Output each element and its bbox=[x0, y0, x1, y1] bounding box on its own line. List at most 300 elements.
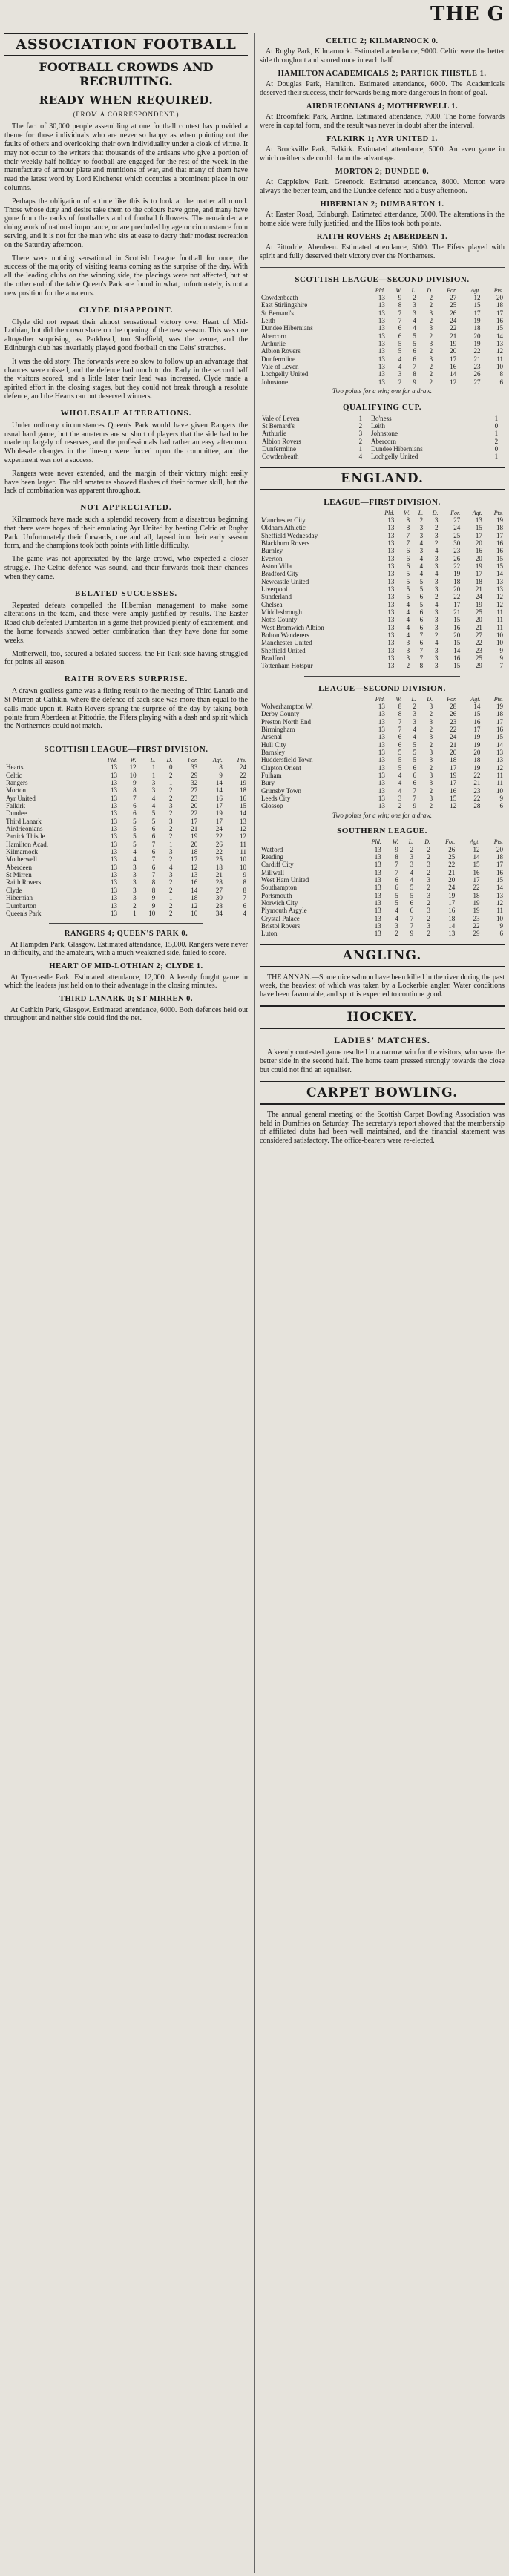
table-cell: 11 bbox=[496, 907, 503, 915]
table-cell: 3 bbox=[429, 309, 433, 317]
table-cell: 15 bbox=[496, 875, 503, 884]
table-row bbox=[4, 802, 248, 809]
column-header: L. bbox=[408, 838, 414, 846]
table-cell: 13 bbox=[496, 749, 503, 756]
match-results bbox=[260, 37, 505, 261]
league-table-english-second bbox=[260, 696, 505, 810]
table-cell: 8 bbox=[151, 886, 156, 894]
table-cell: 6 bbox=[419, 639, 424, 647]
team-name: Ayr United bbox=[6, 794, 36, 802]
table-row bbox=[4, 825, 248, 832]
home-team: Albion Rovers bbox=[262, 437, 301, 445]
team-name: Reading bbox=[261, 852, 283, 861]
column-header: Pld. bbox=[375, 695, 385, 703]
table-cell: 19 bbox=[473, 733, 481, 741]
table-cell: 3 bbox=[435, 577, 439, 585]
table-cell: 13 bbox=[110, 863, 117, 871]
table-cell: 13 bbox=[374, 852, 381, 861]
table-cell: 6 bbox=[133, 809, 137, 818]
table-cell: 13 bbox=[378, 370, 385, 378]
table-row bbox=[4, 818, 248, 825]
table-cell: 21 bbox=[475, 623, 482, 631]
table-cell: 33 bbox=[191, 763, 198, 772]
table-cell: 3 bbox=[151, 786, 156, 795]
league-table-title: SOUTHERN LEAGUE. bbox=[337, 827, 427, 836]
table-cell: 12 bbox=[496, 763, 503, 772]
table-cell: 27 bbox=[191, 786, 198, 795]
table-cell: 4 bbox=[151, 802, 156, 810]
table-cell: 5 bbox=[406, 570, 410, 578]
table-cell: 3 bbox=[427, 891, 430, 899]
table-cell: 9 bbox=[151, 894, 156, 902]
table-cell: 9 bbox=[499, 654, 503, 663]
table-cell: 21 bbox=[215, 871, 223, 879]
table-cell: 2 bbox=[427, 852, 430, 861]
table-cell: 22 bbox=[453, 593, 461, 601]
result-report: At Cathkin Park, Glasgow. Estimated attendance, 6000. Both defences held out throughout and neither side could find the net. bbox=[4, 1005, 248, 1023]
team-name: Liverpool bbox=[261, 585, 288, 593]
table-cell: 4 bbox=[419, 570, 424, 578]
table-cell: 18 bbox=[475, 577, 482, 585]
table-cell: 13 bbox=[387, 562, 395, 570]
table-cell: 11 bbox=[496, 779, 503, 787]
table-cell: 16 bbox=[475, 547, 482, 555]
table-cell: 24 bbox=[450, 733, 457, 741]
team-name: Millwall bbox=[261, 868, 284, 876]
table-cell: 13 bbox=[374, 914, 381, 922]
table-cell: 12 bbox=[450, 802, 457, 810]
away-score: 0 bbox=[494, 445, 499, 453]
column-header: Pts. bbox=[493, 838, 503, 846]
table-cell: 13 bbox=[110, 871, 117, 879]
table-cell: 19 bbox=[191, 832, 198, 841]
team-name: Burnley bbox=[261, 547, 283, 555]
table-cell: 13 bbox=[387, 585, 395, 593]
table-cell: 12 bbox=[129, 763, 137, 772]
table-cell: 2 bbox=[427, 845, 430, 853]
table-cell: 15 bbox=[475, 524, 482, 532]
table-cell: 3 bbox=[398, 370, 402, 378]
table-cell: 23 bbox=[473, 914, 480, 922]
table-cell: 18 bbox=[496, 710, 503, 718]
table-cell: 7 bbox=[406, 539, 410, 547]
table-cell: 24 bbox=[240, 763, 246, 772]
table-row bbox=[260, 853, 505, 861]
table-cell: 6 bbox=[413, 763, 416, 772]
table-cell: 5 bbox=[398, 340, 402, 347]
table-cell: 19 bbox=[473, 907, 480, 915]
table-row bbox=[4, 871, 248, 878]
table-cell: 15 bbox=[496, 324, 503, 332]
table-cell: 24 bbox=[448, 884, 456, 892]
table-cell: 11 bbox=[496, 608, 503, 617]
table-cell: 12 bbox=[191, 901, 198, 910]
table-cell: 3 bbox=[429, 795, 433, 803]
article-sections bbox=[4, 306, 248, 732]
table-cell: 5 bbox=[413, 756, 416, 764]
table-row bbox=[260, 749, 505, 756]
table-cell: 6 bbox=[413, 779, 416, 787]
table-cell: 18 bbox=[496, 301, 503, 309]
team-name: Manchester City bbox=[261, 516, 306, 524]
table-cell: 30 bbox=[215, 894, 223, 902]
table-cell: 20 bbox=[475, 554, 482, 562]
home-score: 2 bbox=[358, 437, 363, 445]
table-cell: 19 bbox=[475, 600, 482, 608]
result-report: At Tynecastle Park. Estimated attendance, 12,000. A keenly fought game in which the leaders just held on to their advantage in the closing minutes. bbox=[4, 973, 248, 990]
team-name: Dunfermline bbox=[261, 355, 295, 363]
table-cell: 3 bbox=[133, 863, 137, 871]
table-cell: 19 bbox=[473, 763, 481, 772]
table-cell: 25 bbox=[475, 608, 482, 617]
table-cell: 9 bbox=[151, 901, 156, 910]
table-row bbox=[260, 846, 505, 853]
table-cell: 5 bbox=[133, 825, 137, 833]
table-cell: 15 bbox=[240, 802, 246, 810]
table-cell: 13 bbox=[240, 817, 246, 825]
table-cell: 13 bbox=[378, 378, 385, 386]
table-cell: 20 bbox=[475, 539, 482, 547]
table-cell: 2 bbox=[435, 539, 439, 547]
table-cell: 13 bbox=[387, 593, 395, 601]
table-row bbox=[260, 876, 505, 884]
table-cell: 7 bbox=[410, 914, 414, 922]
column-header: D. bbox=[424, 838, 430, 846]
table-cell: 14 bbox=[496, 570, 503, 578]
table-row bbox=[260, 547, 505, 554]
table-cell: 13 bbox=[387, 631, 395, 640]
away-score: 0 bbox=[494, 421, 499, 430]
table-cell: 13 bbox=[378, 316, 385, 324]
table-cell: 3 bbox=[410, 861, 414, 869]
article-headline: FOOTBALL CROWDS AND RECRUITING. bbox=[39, 60, 214, 88]
table-cell: 14 bbox=[496, 884, 503, 892]
home-score: 4 bbox=[358, 453, 363, 461]
table-cell: 15 bbox=[496, 562, 503, 570]
table-row bbox=[260, 340, 505, 347]
team-name: Morton bbox=[6, 786, 26, 795]
table-cell: 7 bbox=[406, 531, 410, 539]
table-cell: 13 bbox=[387, 608, 395, 617]
table-cell: 2 bbox=[427, 914, 430, 922]
table-row bbox=[260, 787, 505, 795]
table-cell: 22 bbox=[240, 771, 246, 779]
team-name: Sunderland bbox=[261, 593, 292, 601]
column-header: Pld. bbox=[384, 509, 395, 516]
table-cell: 13 bbox=[110, 786, 117, 795]
table-cell: 5 bbox=[413, 340, 416, 347]
table-cell: 6 bbox=[419, 616, 424, 624]
table-cell: 4 bbox=[435, 600, 439, 608]
paragraph: It was the old story. The forwards were so slow to follow up an advantage that chances were missed, and the defence had much to do. Early in the second half the visitors scored, and a little later their lead was increased. Clyde made a spirited effort in the closing stages, but they could not break through a resolute defence, and the Hearts ran out deserved winners. bbox=[4, 357, 248, 401]
table-cell: 7 bbox=[398, 717, 402, 726]
team-name: Bury bbox=[261, 779, 275, 787]
league-table-title: LEAGUE—SECOND DIVISION. bbox=[318, 683, 446, 693]
team-name: Queen's Park bbox=[6, 909, 42, 917]
column-header bbox=[260, 838, 358, 845]
table-cell: 18 bbox=[496, 524, 503, 532]
table-cell: 7 bbox=[413, 795, 416, 803]
table-cell: 10 bbox=[191, 909, 198, 917]
table-cell: 2 bbox=[395, 930, 398, 938]
table-cell: 4 bbox=[398, 779, 402, 787]
table-cell: 4 bbox=[406, 616, 410, 624]
table-row bbox=[260, 899, 505, 907]
team-name: St Bernard's bbox=[261, 309, 294, 317]
table-row bbox=[260, 756, 505, 763]
table-cell: 13 bbox=[387, 570, 395, 578]
table-row bbox=[260, 703, 505, 710]
table-cell: 3 bbox=[435, 516, 439, 524]
table-cell: 17 bbox=[496, 531, 503, 539]
table-cell: 18 bbox=[473, 891, 480, 899]
table-cell: 22 bbox=[215, 848, 223, 856]
table-cell: 3 bbox=[413, 301, 416, 309]
table-row bbox=[260, 317, 505, 324]
table-cell: 17 bbox=[215, 802, 223, 810]
team-name: Barnsley bbox=[261, 749, 285, 756]
team-name: Dundee Hibernians bbox=[261, 324, 313, 332]
table-cell: 13 bbox=[378, 740, 385, 749]
table-cell: 20 bbox=[450, 749, 457, 756]
table-row bbox=[260, 764, 505, 772]
table-cell: 15 bbox=[473, 301, 481, 309]
table-row bbox=[260, 363, 505, 370]
table-cell: 16 bbox=[496, 725, 503, 733]
table-row bbox=[4, 809, 248, 817]
table-cell: 5 bbox=[419, 600, 424, 608]
paragraph: There were nothing sensational in Scottish League football for once, the success of the majority of visiting teams coming as the surprise of the day. With all the leading clubs on the winning side, the placings were not affected, but at the other end of the table Queen's Park are found in what, unfortunately, is not a new position for the amateurs. bbox=[4, 254, 248, 298]
table-row bbox=[260, 647, 505, 654]
table-cell: 6 bbox=[398, 332, 402, 340]
table-cell: 17 bbox=[475, 570, 482, 578]
table-cell: 3 bbox=[429, 355, 433, 363]
table-cell: 14 bbox=[453, 646, 461, 654]
table-cell: 9 bbox=[499, 795, 503, 803]
table-cell: 16 bbox=[215, 794, 223, 802]
table-cell: 5 bbox=[151, 809, 156, 818]
table-cell: 22 bbox=[473, 884, 480, 892]
table-header-row bbox=[260, 696, 505, 703]
table-cell: 5 bbox=[410, 891, 414, 899]
table-cell: 18 bbox=[453, 577, 461, 585]
table-cell: 4 bbox=[413, 725, 416, 733]
table-cell: 24 bbox=[453, 524, 461, 532]
table-cell: 12 bbox=[473, 845, 480, 853]
column-header: For. bbox=[450, 509, 461, 516]
table-row bbox=[260, 555, 505, 562]
table-cell: 21 bbox=[473, 779, 481, 787]
table-cell: 12 bbox=[450, 378, 457, 386]
table-cell: 2 bbox=[410, 845, 414, 853]
table-cell: 4 bbox=[410, 875, 414, 884]
team-name: West Bromwich Albion bbox=[261, 623, 324, 631]
table-cell: 23 bbox=[453, 547, 461, 555]
away-team: Leith bbox=[370, 421, 385, 430]
home-score: 3 bbox=[358, 430, 363, 438]
column-header: Pts. bbox=[237, 757, 246, 764]
table-cell: 2 bbox=[435, 631, 439, 640]
table-cell: 4 bbox=[395, 914, 398, 922]
table-cell: 13 bbox=[191, 871, 198, 879]
table-cell: 3 bbox=[435, 646, 439, 654]
league-table-title: SCOTTISH LEAGUE—FIRST DIVISION. bbox=[44, 745, 208, 755]
table-cell: 5 bbox=[133, 817, 137, 825]
table-cell: 3 bbox=[168, 817, 173, 825]
fixture-row bbox=[260, 422, 505, 430]
table-cell: 4 bbox=[413, 733, 416, 741]
column-header: For. bbox=[447, 695, 457, 703]
table-cell: 13 bbox=[110, 878, 117, 887]
table-cell: 19 bbox=[453, 570, 461, 578]
table-row bbox=[260, 922, 505, 930]
table-cell: 17 bbox=[496, 309, 503, 317]
table-cell: 20 bbox=[496, 845, 503, 853]
table-cell: 13 bbox=[387, 600, 395, 608]
table-cell: 13 bbox=[378, 710, 385, 718]
team-name: Birmingham bbox=[261, 725, 295, 733]
table-cell: 3 bbox=[435, 608, 439, 617]
table-cell: 3 bbox=[427, 875, 430, 884]
table-cell: 3 bbox=[435, 654, 439, 663]
table-cell: 18 bbox=[191, 848, 198, 856]
table-row bbox=[4, 841, 248, 848]
table-cell: 6 bbox=[151, 848, 156, 856]
table-cell: 13 bbox=[387, 539, 395, 547]
table-cell: 6 bbox=[419, 608, 424, 617]
table-row bbox=[260, 907, 505, 914]
table-cell: 5 bbox=[406, 577, 410, 585]
table-cell: 1 bbox=[133, 909, 137, 917]
column-header bbox=[260, 696, 363, 703]
table-cell: 13 bbox=[496, 891, 503, 899]
table-cell: 8 bbox=[133, 786, 137, 795]
table-cell: 16 bbox=[448, 907, 456, 915]
table-cell: 10 bbox=[240, 855, 246, 864]
table-cell: 16 bbox=[453, 623, 461, 631]
fixture-row bbox=[260, 438, 505, 445]
table-cell: 13 bbox=[496, 756, 503, 764]
column-header: L. bbox=[418, 509, 424, 516]
table-cell: 2 bbox=[429, 347, 433, 355]
table-cell: 10 bbox=[496, 363, 503, 371]
table-cell: 11 bbox=[496, 355, 503, 363]
table-cell: 7 bbox=[395, 861, 398, 869]
table-cell: 12 bbox=[191, 863, 198, 871]
table-cell: 13 bbox=[378, 756, 385, 764]
table-cell: 13 bbox=[110, 802, 117, 810]
column-header: W. bbox=[130, 757, 137, 764]
table-cell: 5 bbox=[395, 891, 398, 899]
table-cell: 2 bbox=[168, 886, 173, 894]
table-cell: 5 bbox=[151, 817, 156, 825]
table-cell: 13 bbox=[378, 763, 385, 772]
paragraph: Repeated defeats compelled the Hibernian management to make some alterations in the team, and these were amply justified by results. The Easter Road club defeated Dumbarton in a game that provided plenty of excitement, and the home forwards showed better combination than they have done for some weeks. bbox=[4, 601, 248, 645]
table-cell: 6 bbox=[406, 554, 410, 562]
table-cell: 22 bbox=[473, 795, 481, 803]
table-cell: 13 bbox=[378, 749, 385, 756]
table-cell: 15 bbox=[453, 616, 461, 624]
hockey-body: A keenly contested game resulted in a narrow win for the visitors, who were the better side in the second half. The home team pressed strongly towards the close but could not find an equaliser. bbox=[260, 1048, 505, 1074]
table-row bbox=[260, 795, 505, 802]
table-row bbox=[4, 902, 248, 910]
table-cell: 9 bbox=[499, 646, 503, 654]
table-cell: 16 bbox=[240, 794, 246, 802]
table-cell: 13 bbox=[110, 855, 117, 864]
table-cell: 13 bbox=[496, 585, 503, 593]
table-row bbox=[260, 884, 505, 891]
column-header: Pld. bbox=[107, 757, 117, 764]
section-heading: CLYDE DISAPPOINT. bbox=[79, 305, 174, 315]
table-cell: 13 bbox=[374, 921, 381, 930]
table-cell: 29 bbox=[475, 662, 482, 670]
table-cell: 8 bbox=[151, 878, 156, 887]
table-cell: 16 bbox=[450, 786, 457, 795]
team-name: St Mirren bbox=[6, 871, 32, 879]
table-header-row bbox=[260, 287, 505, 294]
team-name: Portsmouth bbox=[261, 891, 292, 899]
table-row bbox=[260, 639, 505, 646]
team-name: Bolton Wanderers bbox=[261, 631, 309, 640]
table-cell: 13 bbox=[387, 531, 395, 539]
masthead bbox=[0, 0, 509, 30]
table-cell: 18 bbox=[215, 863, 223, 871]
table-cell: 2 bbox=[427, 884, 430, 892]
result-heading: CELTIC 2; KILMARNOCK 0. bbox=[326, 37, 439, 45]
table-cell: 6 bbox=[398, 733, 402, 741]
table-cell: 7 bbox=[395, 868, 398, 876]
table-row bbox=[260, 578, 505, 585]
column-header: Agt. bbox=[472, 509, 482, 516]
paragraph: Rangers were never extended, and the margin of their victory might easily have been larger. The old amateurs showed flashes of their former skill, but the lack of combination was apparent throughout. bbox=[4, 469, 248, 496]
result-report: At Rugby Park, Kilmarnock. Estimated attendance, 9000. Celtic were the better side throughout and scored once in each half. bbox=[260, 47, 505, 65]
table-cell: 26 bbox=[473, 370, 481, 378]
away-score: 1 bbox=[494, 453, 499, 461]
table-cell: 26 bbox=[453, 554, 461, 562]
team-name: Cardiff City bbox=[261, 861, 294, 869]
table-cell: 6 bbox=[398, 740, 402, 749]
table-cell: 13 bbox=[378, 733, 385, 741]
result-heading: HEART OF MID-LOTHIAN 2; CLYDE 1. bbox=[49, 962, 203, 971]
table-cell: 13 bbox=[387, 654, 395, 663]
table-cell: 15 bbox=[453, 662, 461, 670]
table-cell: 5 bbox=[413, 749, 416, 756]
table-cell: 13 bbox=[378, 779, 385, 787]
table-cell: 22 bbox=[450, 725, 457, 733]
table-cell: 8 bbox=[499, 370, 503, 378]
table-cell: 5 bbox=[413, 332, 416, 340]
table-cell: 13 bbox=[110, 771, 117, 779]
table-cell: 5 bbox=[413, 740, 416, 749]
table-cell: 22 bbox=[473, 921, 480, 930]
table-cell: 6 bbox=[413, 355, 416, 363]
table-row bbox=[260, 562, 505, 570]
divider bbox=[304, 676, 460, 677]
column-header: W. bbox=[395, 695, 402, 703]
table-cell: 13 bbox=[378, 340, 385, 347]
table-cell: 15 bbox=[453, 639, 461, 647]
table-cell: 4 bbox=[413, 324, 416, 332]
team-name: Watford bbox=[261, 845, 283, 853]
divider bbox=[49, 923, 203, 924]
team-name: Vale of Leven bbox=[261, 363, 299, 371]
table-cell: 19 bbox=[473, 340, 481, 347]
table-cell: 2 bbox=[413, 702, 416, 710]
league-table-first-division bbox=[4, 757, 248, 917]
match-results bbox=[4, 930, 248, 1023]
team-name: Wolverhampton W. bbox=[261, 702, 313, 710]
table-cell: 18 bbox=[496, 852, 503, 861]
